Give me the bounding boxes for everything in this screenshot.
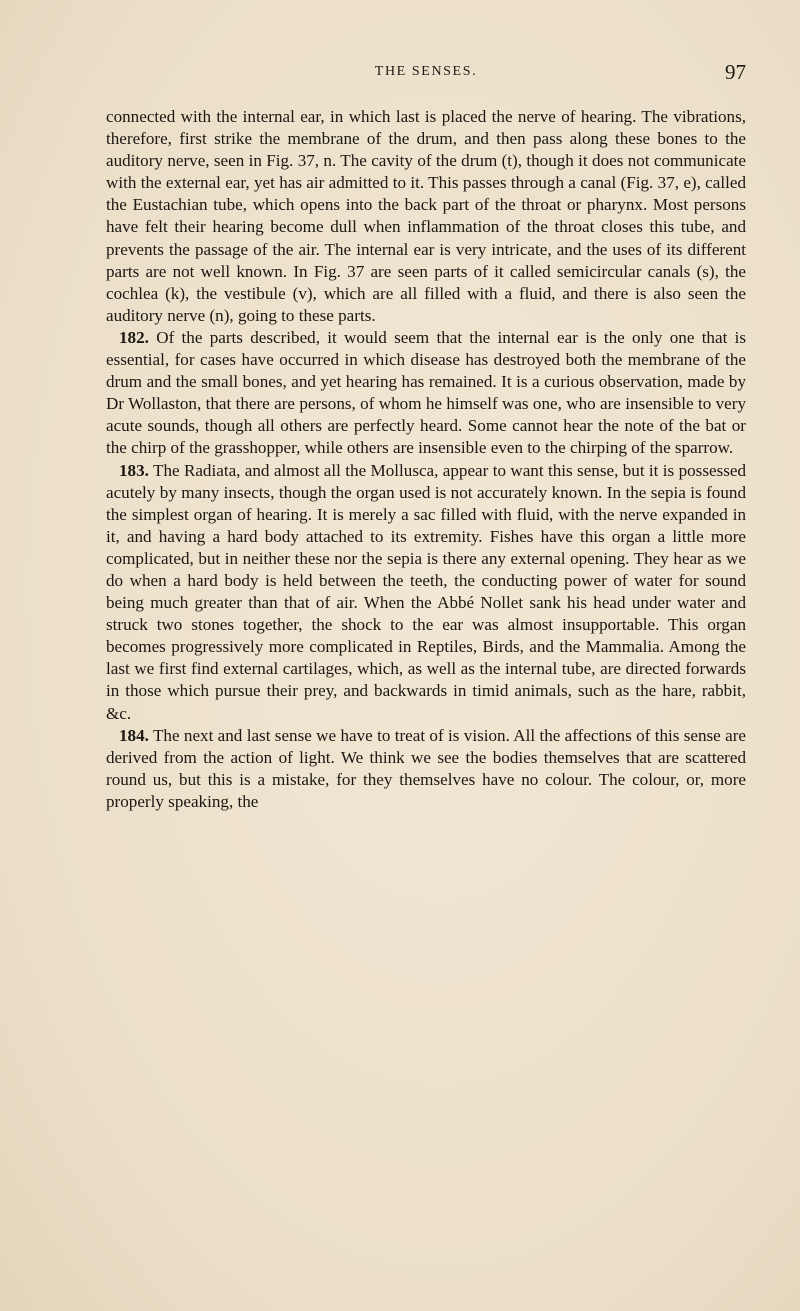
paragraph-text: The next and last sense we have to treat of is vision. All the affections of this sense are derived from the action of light. We think we see the bodies themselves that are scattered round us, but this is a mistake, for they themselves have no colour. The colour, or, more properly speaking, the	[106, 725, 746, 811]
paragraph-number: 184.	[119, 725, 149, 745]
page-number: 97	[725, 60, 746, 84]
paragraph-text: Of the parts described, it would seem that the internal ear is the only one that is essential, for cases have occurred in which disease has destroyed both the membrane of the drum and the small bones, and yet hearing has remained. It is a curious observation, made by Dr Wollaston, that there are persons, of whom he himself was one, who are insensible to very acute sounds, though all others are perfectly heard. Some cannot hear the note of the bat or the chirp of the grasshopper, while others are insensible even to the chirping of the sparrow.	[106, 327, 747, 458]
paragraph-number: 183.	[119, 460, 149, 480]
paragraph	[106, 725, 746, 813]
running-title: THE SENSES.	[374, 64, 478, 79]
paragraph-number: 182.	[119, 327, 149, 347]
paragraph-text: The Radiata, and almost all the Mollusca, appear to want this sense, but it is possessed acutely by many insects, though the organ used is not accurately known. In the sepia is found the simplest organ of hearing. It is merely a sac filled with fluid, with the nerve expanded in it, and having a hard body attached to its extremity. Fishes have this organ a little more complicated, but in neither these nor the sepia is there any external opening. They hear as we do when a hard body is held between the teeth, the conducting power of water for sound being much greater than that of air. When the Abbé Nollet sank his head under water and struck two stones together, the shock to the ear was almost insupportable. This organ becomes progressively more complicated in Reptiles, Birds, and the Mammalia. Among the last we first find external cartilages, which, as well as the internal tube, are directed forwards in those which pursue their prey, and backwards in timid animals, such as the hare, rabbit, &c.	[106, 460, 747, 723]
paragraph	[106, 460, 746, 725]
page-header	[106, 60, 746, 90]
paragraph-text: connected with the internal ear, in which last is placed the nerve of hearing. The vibrations, therefore, first strike the membrane of the drum, and then pass along these bones to the auditory nerve, seen in Fig. 37, n. The cavity of the drum (t), though it does not communicate with the external ear, yet has air admitted to it. This passes through a canal (Fig. 37, e), called the Eustachian tube, which opens into the back part of the throat or pharynx. Most persons have felt their hearing become dull when inflammation of the throat closes this tube, and prevents the passage of the air. The internal ear is very intricate, and the uses of its different parts are not well known. In Fig. 37 are seen parts of it called semicircular canals (s), the cochlea (k), the vestibule (v), which are all filled with a fluid, and there is also seen the auditory nerve (n), going to these parts.	[106, 107, 746, 325]
paragraph	[106, 106, 746, 327]
body-text	[106, 106, 746, 813]
paragraph	[106, 327, 746, 460]
